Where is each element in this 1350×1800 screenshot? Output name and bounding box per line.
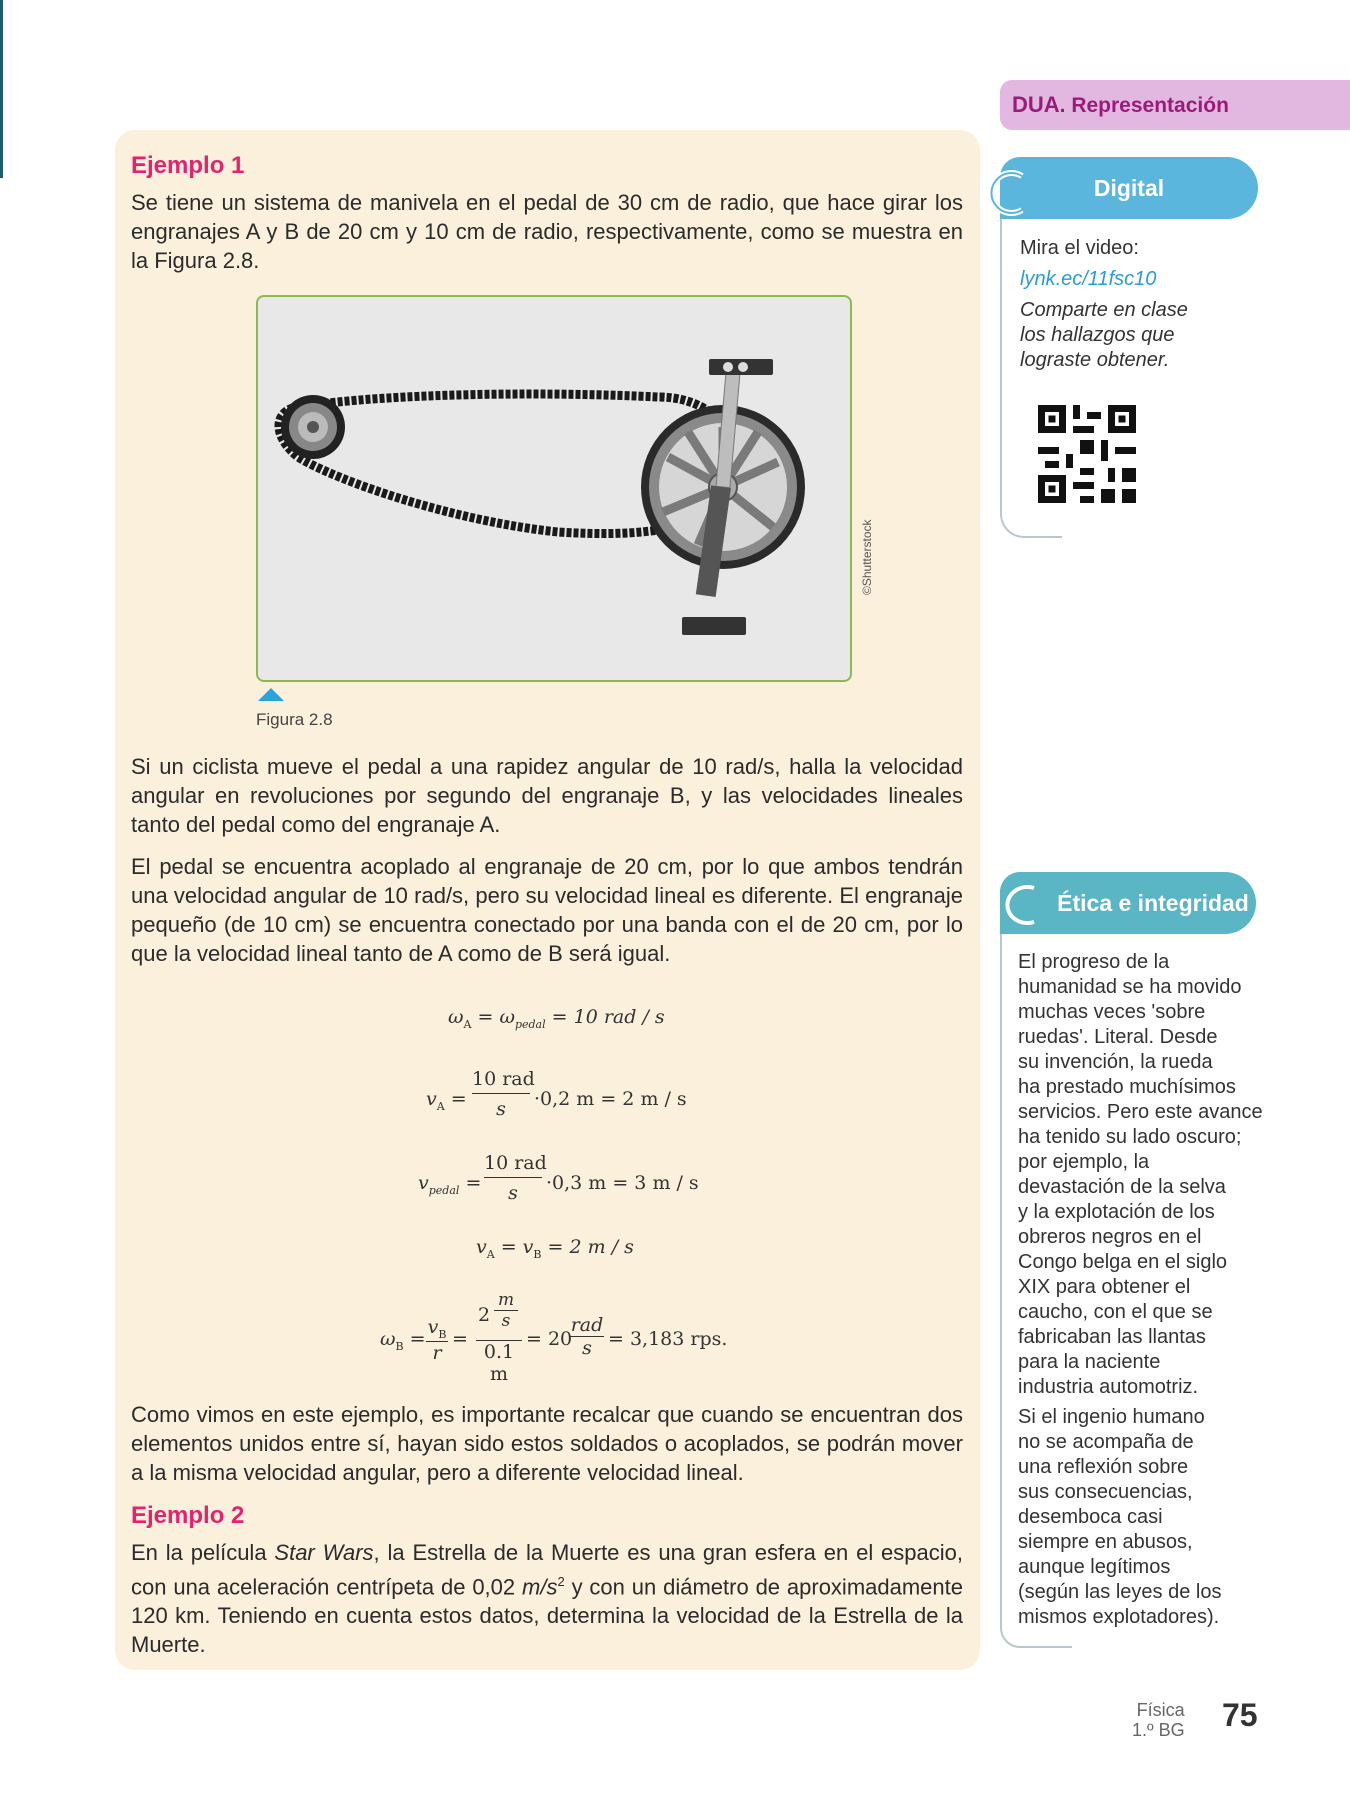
footer-subject: Física 1.º BG [1132, 1700, 1185, 1740]
example1-statement: Se tiene un sistema de manivela en el pedal de 30 cm de radio, que hace girar los engranajes A y B de 20 cm y 10 cm de radio, respectivamente, como se muestra en la Figura 2.8. [131, 190, 963, 273]
bottom-pedal [682, 617, 746, 635]
bicycle-crank-illustration [258, 297, 850, 680]
dua-title: DUA. Representación [1012, 92, 1229, 117]
example1-explanation: El pedal se encuentra acoplado al engranaje de 20 cm, por lo que ambos tendrán una velocidad angular de 10 rad/s, pero su velocidad lineal es diferente. El engranaje pequeño (de 10 cm) se encuentra conectado por una banda con el de 20 cm, por lo que la velocidad lineal tanto de A como de B será igual. [131, 854, 963, 966]
etica-paragraph-2: Si el ingenio humano no se acompaña de una reflexión sobre sus consecuencias, desemboca casi siempre en abusos, aunque legítimos (según las leyes de los mismos explotadores). [1018, 1406, 1222, 1628]
example1-question: Si un ciclista mueve el pedal a una rapidez angular de 10 rad/s, halla la velocidad angular en revoluciones por segundo del engranaje B, y las velocidades lineales tanto del pedal como del engranaje A. [131, 754, 963, 837]
digital-c-icon [982, 168, 1030, 218]
left-margin-rule [0, 0, 3, 178]
figure-bicycle-crank [256, 295, 852, 682]
figure-credit: ©Shutterstock [860, 519, 874, 595]
digital-video-link[interactable]: lynk.ec/11fsc10 [1020, 268, 1157, 290]
equation-omega-b: $\omega_B$ = $v_B$ r = 2 m s 0.1 m = 20 rad s = 3,183 rps. [380, 1290, 728, 1385]
top-pedal [709, 359, 773, 375]
figure-marker-triangle-icon [258, 688, 284, 701]
digital-note: Comparte en clase los hallazgos que lograste obtener. [1020, 299, 1188, 371]
etica-ic-icon [982, 880, 1046, 930]
small-gear [281, 395, 345, 459]
digital-intro: Mira el video: [1020, 237, 1139, 259]
etica-paragraph-1: El progreso de la humanidad se ha movido muchas veces 'sobre ruedas'. Literal. Desde su invención, la rueda ha prestado muchísimos servicios. Pero este avance ha tenido su lado oscuro; por ejemplo, la devastación de la selva y la explotación de los obreros negros en el Congo belga en el siglo XIX para obtener el caucho, con el que se fabricaban las llantas para la naciente industria automotriz. [1018, 951, 1263, 1398]
etica-header: Ética e integridad [1000, 872, 1256, 934]
example2-heading: Ejemplo 2 [131, 1502, 245, 1529]
figure-caption: Figura 2.8 [256, 710, 333, 729]
example1-heading: Ejemplo 1 [131, 152, 245, 179]
equation-omega-a: $\omega_A = \omega_{pedal} = 10$ rad / s [448, 1006, 665, 1031]
example2-statement: En la película Star Wars, la Estrella de la Muerte es una gran esfera en el espacio, con una aceleración centrípeta de 0,02 $m/s^2$ y con un diámetro de aproximadamente 120 km. Teniendo en cuenta estos datos, determina la velocidad de la Estrella de la Muerte. [131, 1540, 963, 1658]
digital-header: Digital [1000, 157, 1258, 219]
equation-v-equal: $v_A = v_B = 2$ m / s [476, 1236, 634, 1261]
qr-code-icon[interactable] [1038, 405, 1136, 503]
page-number: 75 [1222, 1697, 1258, 1733]
example1-conclusion: Como vimos en este ejemplo, es importante recalcar que cuando se encuentran dos elementos unidos entre sí, hayan sido estos soldados o acoplados, se podrán mover a la misma velocidad angular, pero a diferente velocidad lineal. [131, 1402, 963, 1485]
